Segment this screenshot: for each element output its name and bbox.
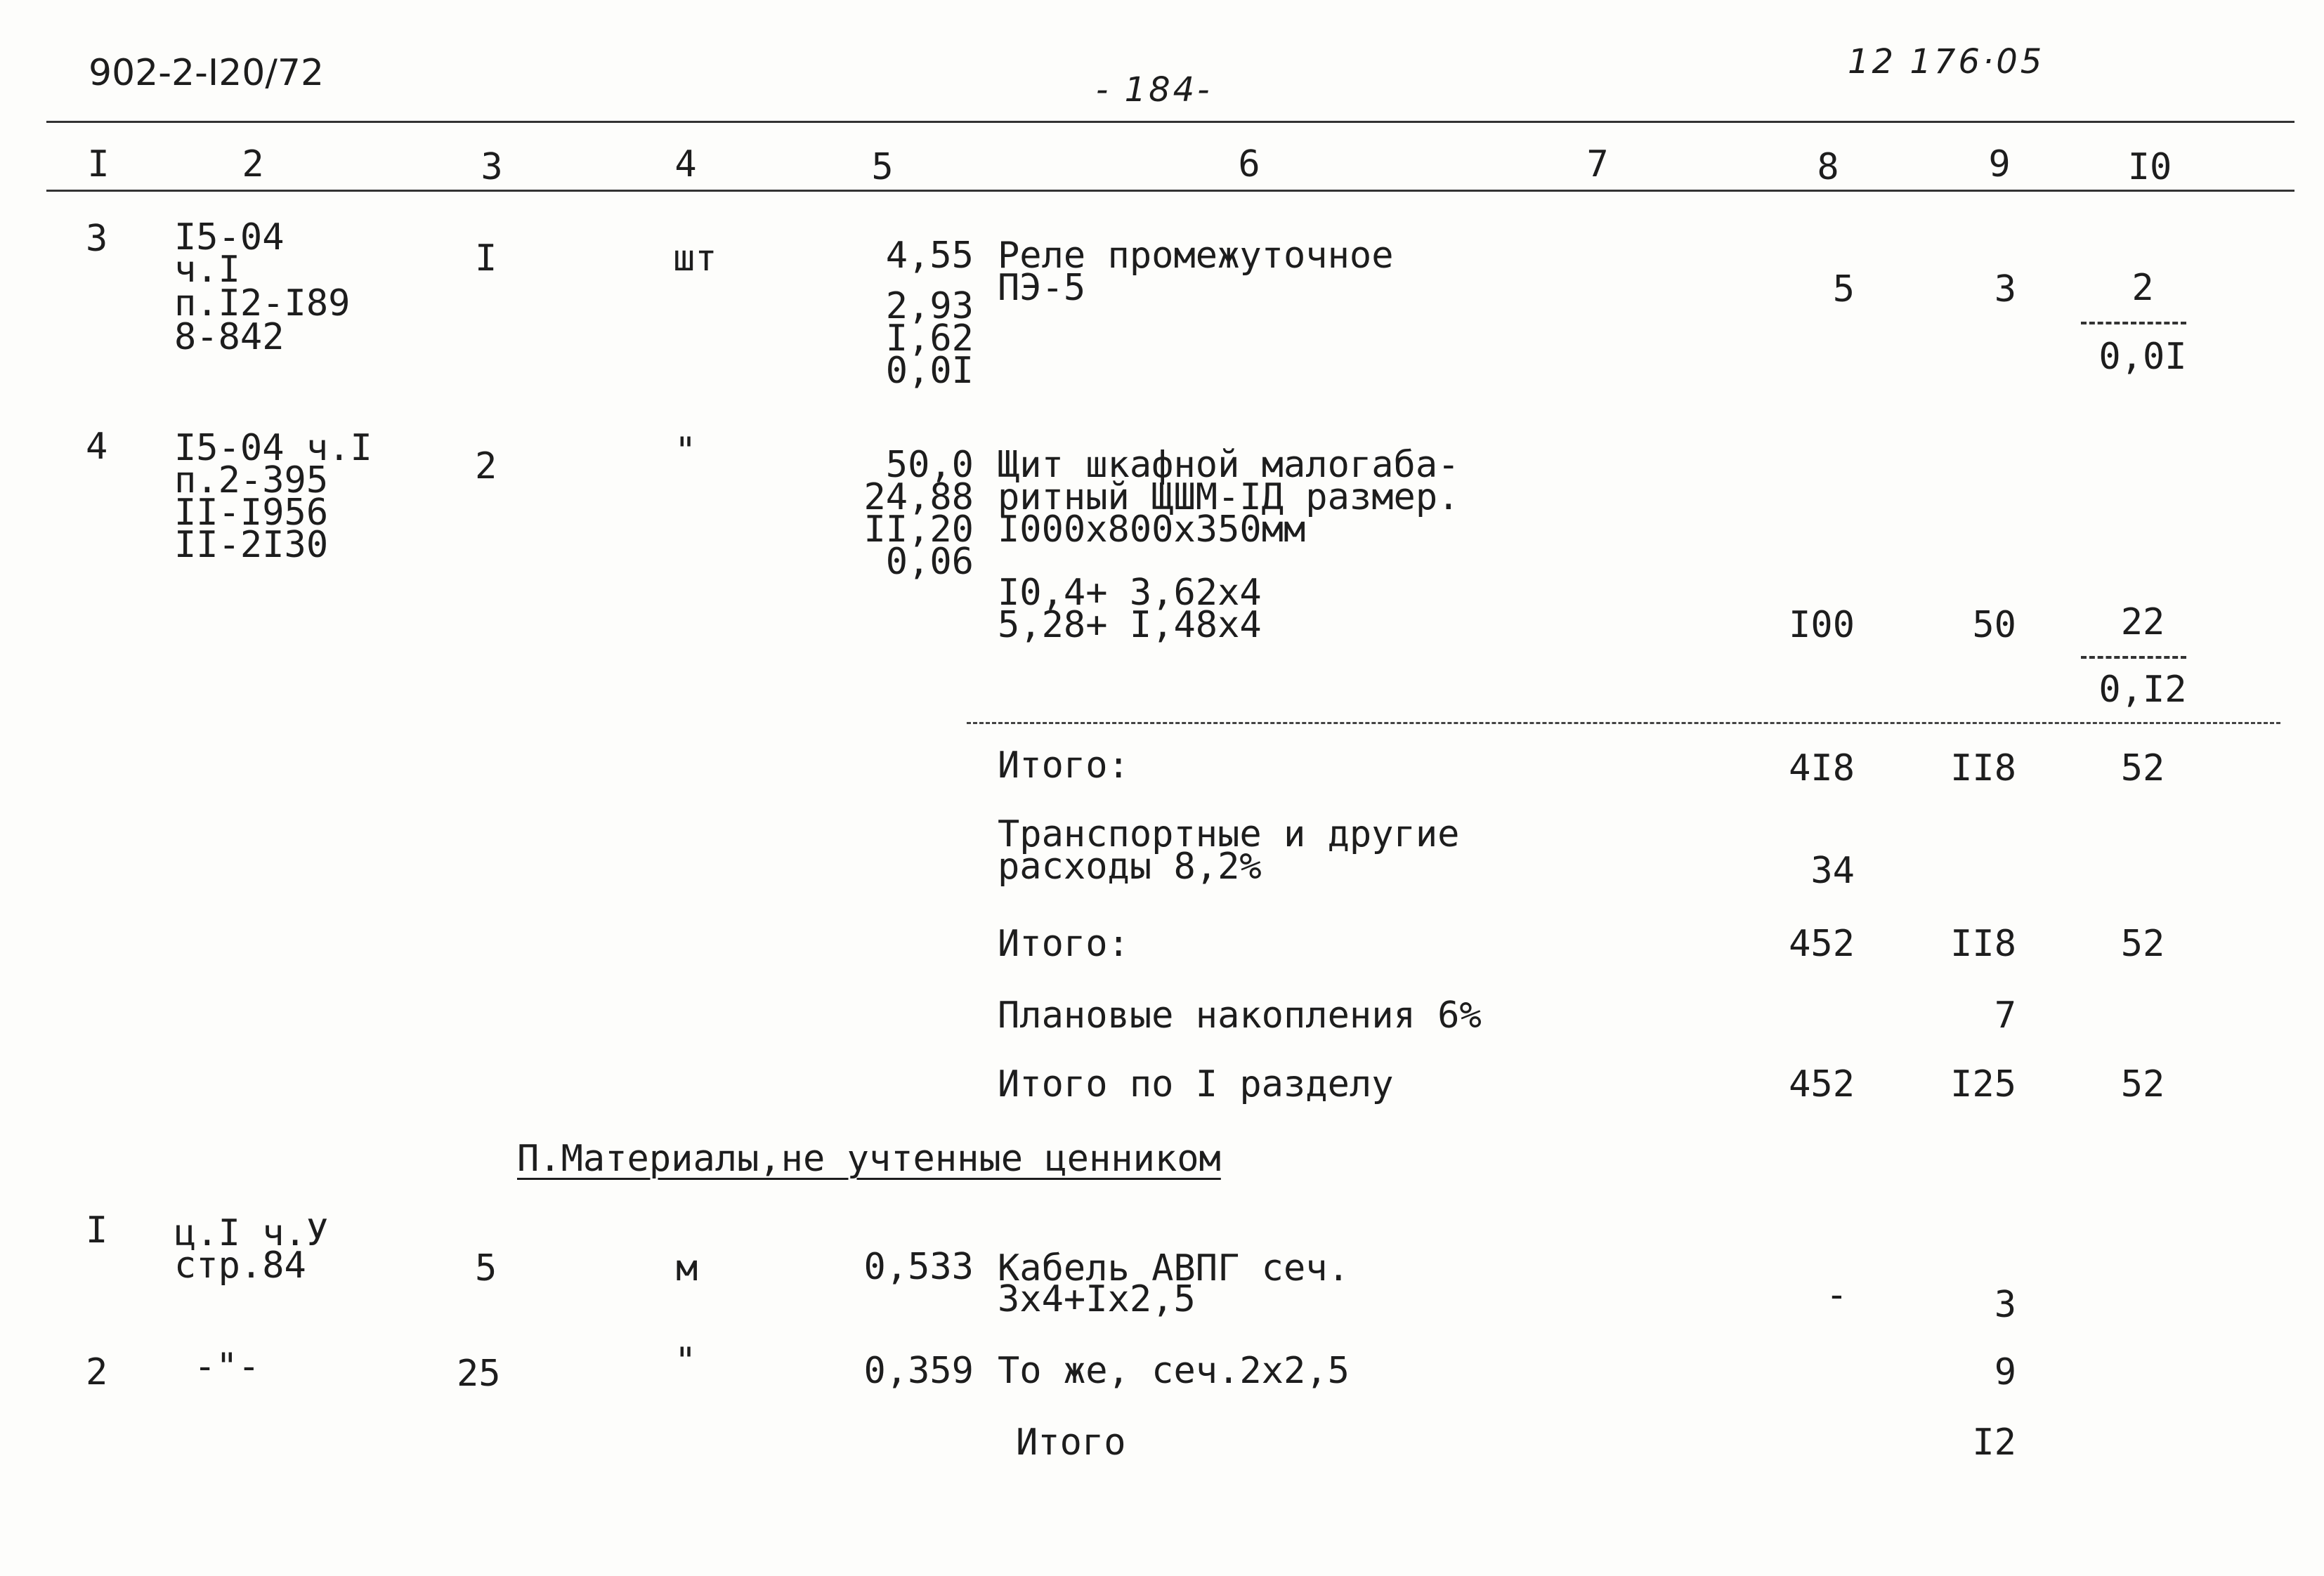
- row-reference-line: II-I956: [174, 492, 329, 534]
- planned-savings-col9: 7: [1994, 994, 2016, 1037]
- section1-total-col10: 52: [2120, 1063, 2165, 1105]
- row-number: 2: [86, 1351, 108, 1393]
- transport-label-line: Транспортные и другие: [998, 813, 1460, 855]
- row-col9: 50: [1972, 604, 2016, 646]
- total-col10: 52: [2120, 747, 2165, 789]
- total-col10: 52: [2120, 923, 2165, 965]
- row-description-line: I0,4+ 3,62х4: [998, 572, 1262, 614]
- total-col9: II8: [1950, 923, 2016, 965]
- row-col8: 5: [1832, 268, 1855, 310]
- row-unit: шт: [673, 237, 717, 280]
- row-col9: 3: [1994, 268, 2016, 310]
- section2-total-col9: I2: [1972, 1421, 2016, 1464]
- row-quantity: 2: [475, 445, 497, 487]
- total-label: Итого:: [998, 923, 1130, 965]
- row-description-line: 3х4+Iх2,5: [998, 1278, 1196, 1320]
- row-number: I: [86, 1209, 108, 1252]
- section2-total-label: Итого: [1016, 1421, 1126, 1464]
- row-reference-line: п.2-395: [174, 459, 329, 501]
- document-number: 12 176·05: [1848, 42, 2045, 81]
- row-price-line: 0,06: [885, 541, 974, 583]
- header-rule-top: [46, 121, 2294, 123]
- row-reference-line: стр.84: [174, 1245, 306, 1287]
- document-code: 902-2-I20/72: [89, 52, 325, 94]
- row-col9: 3: [1994, 1284, 2016, 1326]
- column-header-5: 5: [871, 146, 894, 188]
- row-description-line: 5,28+ I,48х4: [998, 604, 1262, 646]
- row-description-line: I000х800х350мм: [998, 508, 1306, 551]
- header-rule-bottom: [46, 190, 2294, 192]
- row-price-line: 0,0I: [885, 350, 974, 392]
- row-quantity: I: [475, 237, 497, 280]
- row-col10-numerator: 2: [2132, 267, 2154, 309]
- row-reference-line: I5-04 ч.I: [174, 427, 372, 469]
- row-unit: м: [676, 1247, 698, 1289]
- row-price-line: I,62: [885, 317, 974, 360]
- column-header-6: 6: [1238, 143, 1260, 185]
- row-description-line: ритный ЩШМ-IД размер.: [998, 476, 1460, 518]
- row-price-line: II,20: [863, 508, 974, 551]
- page-number: - 184-: [1096, 70, 1213, 110]
- row-col10-numerator: 22: [2120, 601, 2165, 643]
- row-reference-line: ц.I ч.У: [174, 1212, 329, 1254]
- row-price: 0,359: [863, 1350, 974, 1392]
- column-header-10: I0: [2127, 146, 2172, 188]
- total-col8: 4I8: [1789, 747, 1855, 789]
- section1-total-label: Итого по I разделу: [998, 1063, 1394, 1105]
- row-price-line: 24,88: [863, 476, 974, 518]
- row-number: 3: [86, 218, 108, 260]
- row-unit: ": [674, 430, 697, 472]
- planned-savings-label: Плановые накопления 6%: [998, 994, 1482, 1037]
- transport-col8: 34: [1810, 850, 1855, 892]
- column-header-1: I: [87, 143, 110, 185]
- row-reference-line: 8-842: [174, 316, 285, 358]
- section1-total-col9: I25: [1950, 1063, 2016, 1105]
- total-label: Итого:: [998, 744, 1130, 787]
- row-reference-line: I5-04: [174, 216, 285, 258]
- column-header-3: 3: [481, 146, 503, 188]
- row-reference-line: п.I2-I89: [174, 282, 351, 324]
- column-header-2: 2: [242, 143, 264, 185]
- column-header-4: 4: [674, 143, 697, 185]
- row-unit: ": [674, 1340, 697, 1382]
- row-reference-line: II-2I30: [174, 524, 329, 566]
- row-col8: -: [1825, 1274, 1848, 1316]
- transport-label-line: расходы 8,2%: [998, 846, 1262, 888]
- row-reference-line: -"-: [194, 1346, 260, 1388]
- row-quantity: 5: [475, 1247, 497, 1289]
- row-description-line: То же, сеч.2х2,5: [998, 1350, 1350, 1392]
- row-col8: I00: [1789, 604, 1855, 646]
- fraction-line: [2081, 322, 2186, 324]
- row-price-line: 2,93: [885, 285, 974, 327]
- column-header-9: 9: [1988, 143, 2011, 185]
- column-header-7: 7: [1586, 143, 1609, 185]
- fraction-line: [2081, 656, 2186, 659]
- totals-rule: [967, 722, 2280, 724]
- row-description-line: Реле промежуточное: [998, 235, 1394, 277]
- total-col9: II8: [1950, 747, 2016, 789]
- total-col8: 452: [1789, 923, 1855, 965]
- row-description-line: Щит шкафной малогаба-: [998, 444, 1460, 486]
- row-col9: 9: [1994, 1351, 2016, 1393]
- row-price-line: 4,55: [885, 235, 974, 277]
- section1-total-col8: 452: [1789, 1063, 1855, 1105]
- row-number: 4: [86, 426, 108, 468]
- row-price-line: 50,0: [885, 444, 974, 486]
- row-quantity: 25: [457, 1353, 501, 1395]
- row-reference-line: ч.I: [174, 249, 240, 291]
- row-description-line: Кабель АВПГ сеч.: [998, 1247, 1350, 1289]
- row-description-line: ПЭ-5: [998, 267, 1086, 309]
- row-col10-denominator: 0,0I: [2098, 336, 2187, 378]
- column-header-8: 8: [1817, 146, 1839, 188]
- row-col10-denominator: 0,I2: [2098, 669, 2187, 711]
- row-price: 0,533: [863, 1246, 974, 1288]
- section2-title: П.Материалы,не учтенные ценником: [517, 1138, 1221, 1180]
